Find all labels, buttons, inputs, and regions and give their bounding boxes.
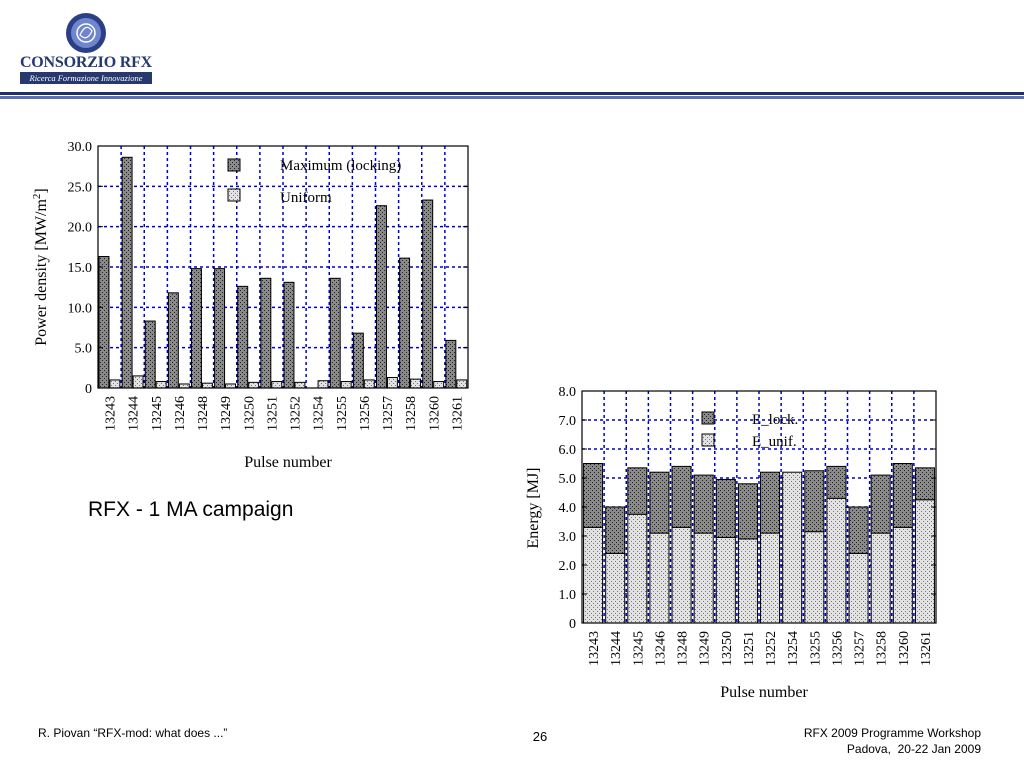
- bar-e-lock: [871, 475, 890, 533]
- x-tick-label: 13243: [103, 396, 119, 431]
- x-tick-label: 13248: [675, 631, 691, 666]
- bar-maximum-locking: [261, 278, 271, 388]
- bar-uniform: [202, 383, 212, 388]
- x-tick-label: 13249: [219, 396, 235, 431]
- y-tick-label: 10.0: [67, 301, 92, 317]
- logo-seal-icon: [65, 12, 107, 54]
- x-tick-label: 13244: [609, 631, 625, 666]
- seal-inner: [71, 18, 101, 48]
- bar-e-lock: [827, 466, 846, 498]
- bar-uniform: [387, 378, 397, 388]
- bar-e-lock: [893, 464, 912, 528]
- bar-e-lock: [849, 507, 868, 553]
- legend-label-e-lock: E_lock.: [752, 412, 799, 428]
- bar-e-lock: [694, 475, 713, 533]
- bar-e-lock: [606, 507, 625, 553]
- bar-uniform: [341, 382, 351, 388]
- y-tick-label: 5.0: [558, 472, 576, 487]
- page-number: 26: [532, 729, 548, 744]
- bar-uniform: [179, 384, 189, 388]
- bar-maximum-locking: [192, 269, 202, 388]
- legend: [702, 412, 798, 450]
- bar-e-lock: [761, 472, 780, 533]
- bar-e-unif: [871, 533, 890, 623]
- bar-e-unif: [606, 553, 625, 623]
- bar-e-unif: [584, 527, 603, 623]
- x-tick-label: 13246: [172, 396, 188, 431]
- legend-label-uniform: Uniform: [280, 190, 332, 206]
- x-tick-label: 13252: [288, 396, 304, 431]
- bar-e-unif: [628, 514, 647, 623]
- x-tick-label: 13251: [741, 631, 757, 666]
- consorzio-rfx-logo: [18, 12, 154, 84]
- x-tick-label: 13257: [381, 396, 397, 431]
- x-tick-label: 13245: [149, 396, 165, 431]
- footer-event-title: RFX 2009 Programme Workshop: [803, 726, 981, 740]
- bar-uniform: [110, 380, 120, 388]
- bar-e-unif: [893, 527, 912, 623]
- footer-event: [804, 725, 981, 757]
- header-rule: [0, 92, 1024, 100]
- x-tick-label: 13243: [587, 631, 603, 666]
- y-tick-label: 2.0: [558, 559, 576, 574]
- x-tick-label: 13258: [874, 631, 890, 666]
- bar-maximum-locking: [330, 278, 340, 388]
- header-rule-light: [0, 96, 1024, 99]
- footer-author: R. Piovan “RFX-mod: what does ...”: [38, 726, 228, 740]
- bar-e-lock: [650, 472, 669, 533]
- bar-e-unif: [915, 500, 934, 623]
- legend-label-e-unif: E_unif.: [752, 434, 797, 450]
- energy-chart: [520, 378, 944, 704]
- x-tick-label: 13250: [719, 631, 735, 666]
- bar-maximum-locking: [377, 206, 387, 388]
- y-tick-label: 4.0: [558, 501, 576, 516]
- legend-swatch-maximum-locking: [228, 159, 240, 171]
- y-tick-label: 1.0: [558, 588, 576, 603]
- x-tick-label: 13249: [697, 631, 713, 666]
- bar-e-unif: [672, 527, 691, 623]
- y-tick-label: 30.0: [67, 140, 92, 155]
- legend-swatch-e-lock: [702, 412, 714, 424]
- bar-uniform: [226, 384, 236, 388]
- y-tick-label: 6.0: [558, 443, 576, 458]
- x-axis-label: Pulse number: [720, 684, 808, 701]
- x-tick-label: 13251: [265, 396, 281, 431]
- footer-event-place-date: Padova, 20-22 Jan 2009: [846, 742, 981, 756]
- legend-swatch-uniform: [228, 189, 240, 201]
- bar-uniform: [272, 382, 282, 388]
- x-tick-label: 13256: [357, 396, 373, 431]
- bar-maximum-locking: [400, 258, 410, 388]
- bar-uniform: [295, 382, 305, 388]
- bar-e-lock: [805, 471, 824, 532]
- bar-uniform: [156, 382, 166, 388]
- x-tick-label: 13246: [653, 631, 669, 666]
- bar-e-unif: [783, 472, 802, 623]
- bar-uniform: [457, 380, 467, 388]
- y-tick-label: 8.0: [558, 385, 576, 400]
- x-tick-label: 13245: [631, 631, 647, 666]
- bar-uniform: [411, 379, 421, 388]
- bar-e-unif: [738, 539, 757, 623]
- x-tick-label: 13261: [918, 631, 934, 666]
- x-tick-label: 13261: [450, 396, 466, 431]
- logo-tagline: Ricerca Formazione Innovazione: [20, 72, 152, 84]
- legend-swatch-e-unif: [702, 434, 714, 446]
- y-tick-label: 25.0: [67, 180, 92, 196]
- power-density-chart: [28, 130, 498, 480]
- y-axis-label: Energy [MJ]: [525, 467, 542, 549]
- x-tick-label: 13255: [334, 396, 350, 431]
- x-tick-label: 13260: [427, 396, 443, 431]
- bar-maximum-locking: [99, 257, 109, 388]
- header-rule-dark: [0, 92, 1024, 95]
- x-tick-label: 13250: [242, 396, 258, 431]
- bar-e-lock: [716, 479, 735, 537]
- bar-maximum-locking: [122, 157, 132, 388]
- y-tick-label: 7.0: [558, 414, 576, 429]
- x-tick-label: 13255: [808, 631, 824, 666]
- bar-maximum-locking: [238, 286, 248, 388]
- bar-uniform: [133, 376, 143, 388]
- x-tick-label: 13244: [126, 396, 142, 431]
- y-tick-label: 3.0: [558, 530, 576, 545]
- x-tick-label: 13254: [311, 396, 327, 431]
- bar-maximum-locking: [353, 333, 363, 388]
- bar-maximum-locking: [446, 340, 456, 388]
- bar-e-lock: [672, 466, 691, 527]
- bar-e-unif: [849, 553, 868, 623]
- bar-e-lock: [738, 484, 757, 539]
- bar-uniform: [318, 381, 328, 388]
- bar-uniform: [364, 380, 374, 388]
- bar-e-unif: [694, 533, 713, 623]
- bar-uniform: [249, 382, 259, 388]
- x-tick-label: 13258: [404, 396, 420, 431]
- x-tick-label: 13248: [196, 396, 212, 431]
- bar-e-unif: [650, 533, 669, 623]
- x-tick-label: 13260: [896, 631, 912, 666]
- x-tick-label: 13252: [764, 631, 780, 666]
- y-tick-label: 20.0: [67, 220, 92, 236]
- logo-name: CONSORZIO RFX: [19, 54, 153, 71]
- bar-e-lock: [584, 464, 603, 528]
- bar-e-unif: [761, 533, 780, 623]
- bar-e-unif: [716, 537, 735, 623]
- y-tick-label: 0: [85, 382, 92, 397]
- bar-e-unif: [827, 498, 846, 623]
- y-tick-label: 0: [569, 617, 576, 632]
- x-axis-label: Pulse number: [244, 454, 332, 471]
- bar-maximum-locking: [168, 293, 178, 388]
- x-tick-label: 13257: [852, 631, 868, 666]
- bar-maximum-locking: [423, 200, 433, 388]
- bar-maximum-locking: [215, 269, 225, 388]
- x-tick-label: 13256: [830, 631, 846, 666]
- bar-e-lock: [915, 468, 934, 500]
- y-axis-label: Power density $[MW/m^2]$: [31, 188, 50, 346]
- bar-e-lock: [628, 468, 647, 514]
- bar-e-unif: [805, 532, 824, 623]
- y-tick-label: 5.0: [74, 341, 92, 357]
- x-tick-label: 13254: [786, 631, 802, 666]
- bar-maximum-locking: [145, 321, 155, 388]
- legend-label-maximum-locking: Maximum (locking): [280, 158, 402, 174]
- bar-uniform: [434, 382, 444, 388]
- campaign-title: RFX - 1 MA campaign: [88, 498, 294, 521]
- y-tick-label: 15.0: [67, 261, 92, 276]
- bar-maximum-locking: [284, 282, 294, 388]
